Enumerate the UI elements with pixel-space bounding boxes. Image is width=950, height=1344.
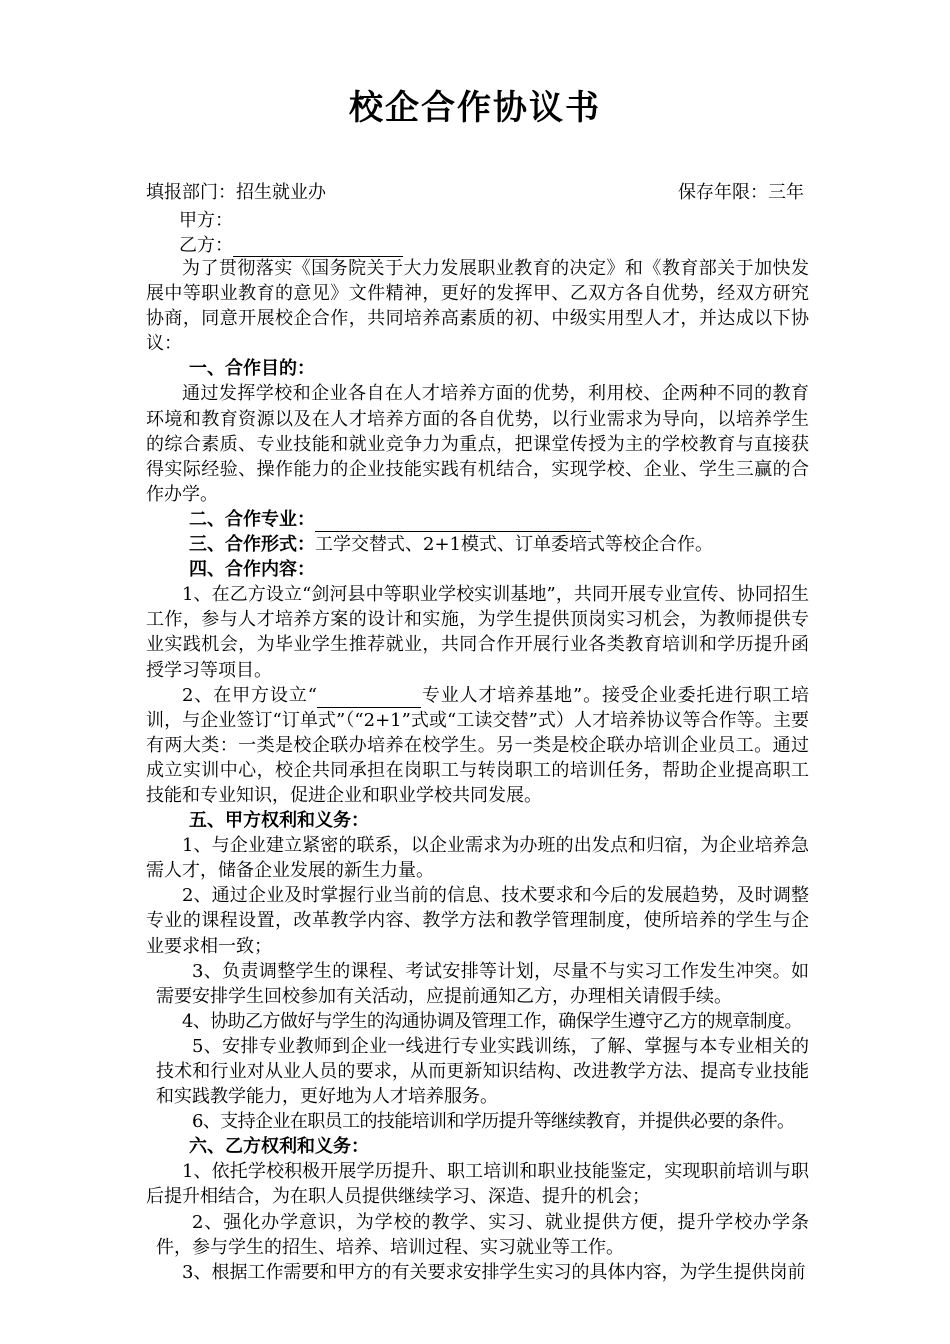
section-6-item-1: 1、依托学校积极开展学历提升、职工培训和职业技能鉴定，实现职前培训与职后提升相结合，为在职人员提供继续学习、深造、提升的机会； xyxy=(146,1161,809,1208)
filing-department xyxy=(146,178,326,204)
base-major-blank xyxy=(317,689,421,708)
section-5-item-3: 3、负责调整学生的课程、考试安排等计划，尽量不与实习工作发生冲突。如需要安排学生回校参加有关活动，应提前通知乙方，办理相关请假手续。 xyxy=(156,960,809,1007)
department-label: 填报部门： xyxy=(146,182,236,203)
agreement-body xyxy=(146,256,809,1285)
section-5-item-2: 2、通过企业及时掌握行业当前的信息、技术要求和今后的发展趋势，及时调整专业的课程设置，改革教学内容、教学方法和教学管理制度，使所培养的学生与企业要求相一致； xyxy=(146,885,809,957)
section-6-heading: 六、乙方权利和义务： xyxy=(189,1136,369,1158)
section-5-item-5: 5、安排专业教师到企业一线进行专业实践训练，了解、掌握与本专业相关的技术和行业对从业人员的要求，从而更新知识结构、改进教学方法、提高专业技能和实践教学能力，更好地为人才培养服务。 xyxy=(156,1035,809,1108)
section-5-item-6: 6、支持企业在职员工的技能培训和学历提升等继续教育，并提供必要的条件。 xyxy=(192,1111,795,1133)
section-3-heading: 三、合作形式： xyxy=(189,534,315,556)
section-3-line xyxy=(146,532,809,557)
section-4-item-2 xyxy=(146,683,809,808)
intro-paragraph: 为了贯彻落实《国务院关于大力发展职业教育的决定》和《教育部关于加快发展中等职业教育的意见》文件精神，更好的发挥甲、乙双方各自优势，经双方研究协商，同意开展校企合作，共同培养高素质的初、中级实用型人才，并达成以下协议： xyxy=(146,258,809,355)
department-value: 招生就业办 xyxy=(236,182,326,203)
section-5-item-4: 4、协助乙方做好与学生的沟通协调及管理工作，确保学生遵守乙方的规章制度。 xyxy=(182,1010,802,1032)
document-title: 校企合作协议书 xyxy=(349,88,601,128)
major-blank xyxy=(315,513,591,532)
section-6-item-3: 3、根据工作需要和甲方的有关要求安排学生实习的具体内容，为学生提供岗前 xyxy=(182,1261,806,1283)
section-2-line xyxy=(146,507,809,532)
section-4-heading: 四、合作内容： xyxy=(189,559,315,581)
section-5-item-1: 1、与企业建立紧密的联系，以企业需求为办班的出发点和归宿，为企业培养急需人才，储备企业发展的新生力量。 xyxy=(146,835,809,882)
party-a-line xyxy=(179,206,233,232)
retention-period: 保存年限：三年 xyxy=(678,182,804,203)
section-4-item-2-start: 2、在甲方设立“ xyxy=(182,684,317,706)
section-2-heading: 二、合作专业： xyxy=(189,508,315,530)
section-1-heading: 一、合作目的： xyxy=(189,358,315,380)
section-3-body: 工学交替式、2+1模式、订单委培式等校企合作。 xyxy=(315,534,713,556)
party-a-label: 甲方： xyxy=(179,210,233,231)
party-b-line xyxy=(179,231,403,257)
section-1-body: 通过发挥学校和企业各自在人才培养方面的优势，利用校、企两种不同的教育环境和教育资源以及在人才培养方面的各自优势，以行业需求为导向，以培养学生的综合素质、专业技能和就业竞争力为重点，把课堂传授为主的学校教育与直接获得实际经验、操作能力的企业技能实践有机结合，实现学校、企业、学生三赢的合作办学。 xyxy=(146,383,809,505)
section-4-item-2-rest: 专业人才培养基地”。接受企业委托进行职工培训，与企业签订“订单式”（“2+1”式或“工读交替”式）人才培养协议等合作等。主要有两大类：一类是校企联办培养在校学生。另一类是校企联办培训企业员工。通过成立实训中心，校企共同承担在岗职工与转岗职工的培训任务，帮助企业提高职工技能和专业知识，促进企业和职业学校共同发展。 xyxy=(146,684,810,806)
party-b-blank xyxy=(233,238,403,257)
section-6-item-2: 2、强化办学意识，为学校的教学、实习、就业提供方便，提升学校办学条件，参与学生的招生、培养、培训过程、实习就业等工作。 xyxy=(156,1211,809,1258)
section-4-item-1: 1、在乙方设立“剑河县中等职业学校实训基地”，共同开展专业宣传、协同招生工作，参与人才培养方案的设计和实施，为学生提供顶岗实习机会，为教师提供专业实践机会，为毕业学生推荐就业，共同合作开展行业各类教育培训和学历提升函授学习等项目。 xyxy=(146,584,809,681)
party-b-label: 乙方： xyxy=(179,235,233,256)
section-5-heading: 五、甲方权利和义务： xyxy=(189,810,369,832)
